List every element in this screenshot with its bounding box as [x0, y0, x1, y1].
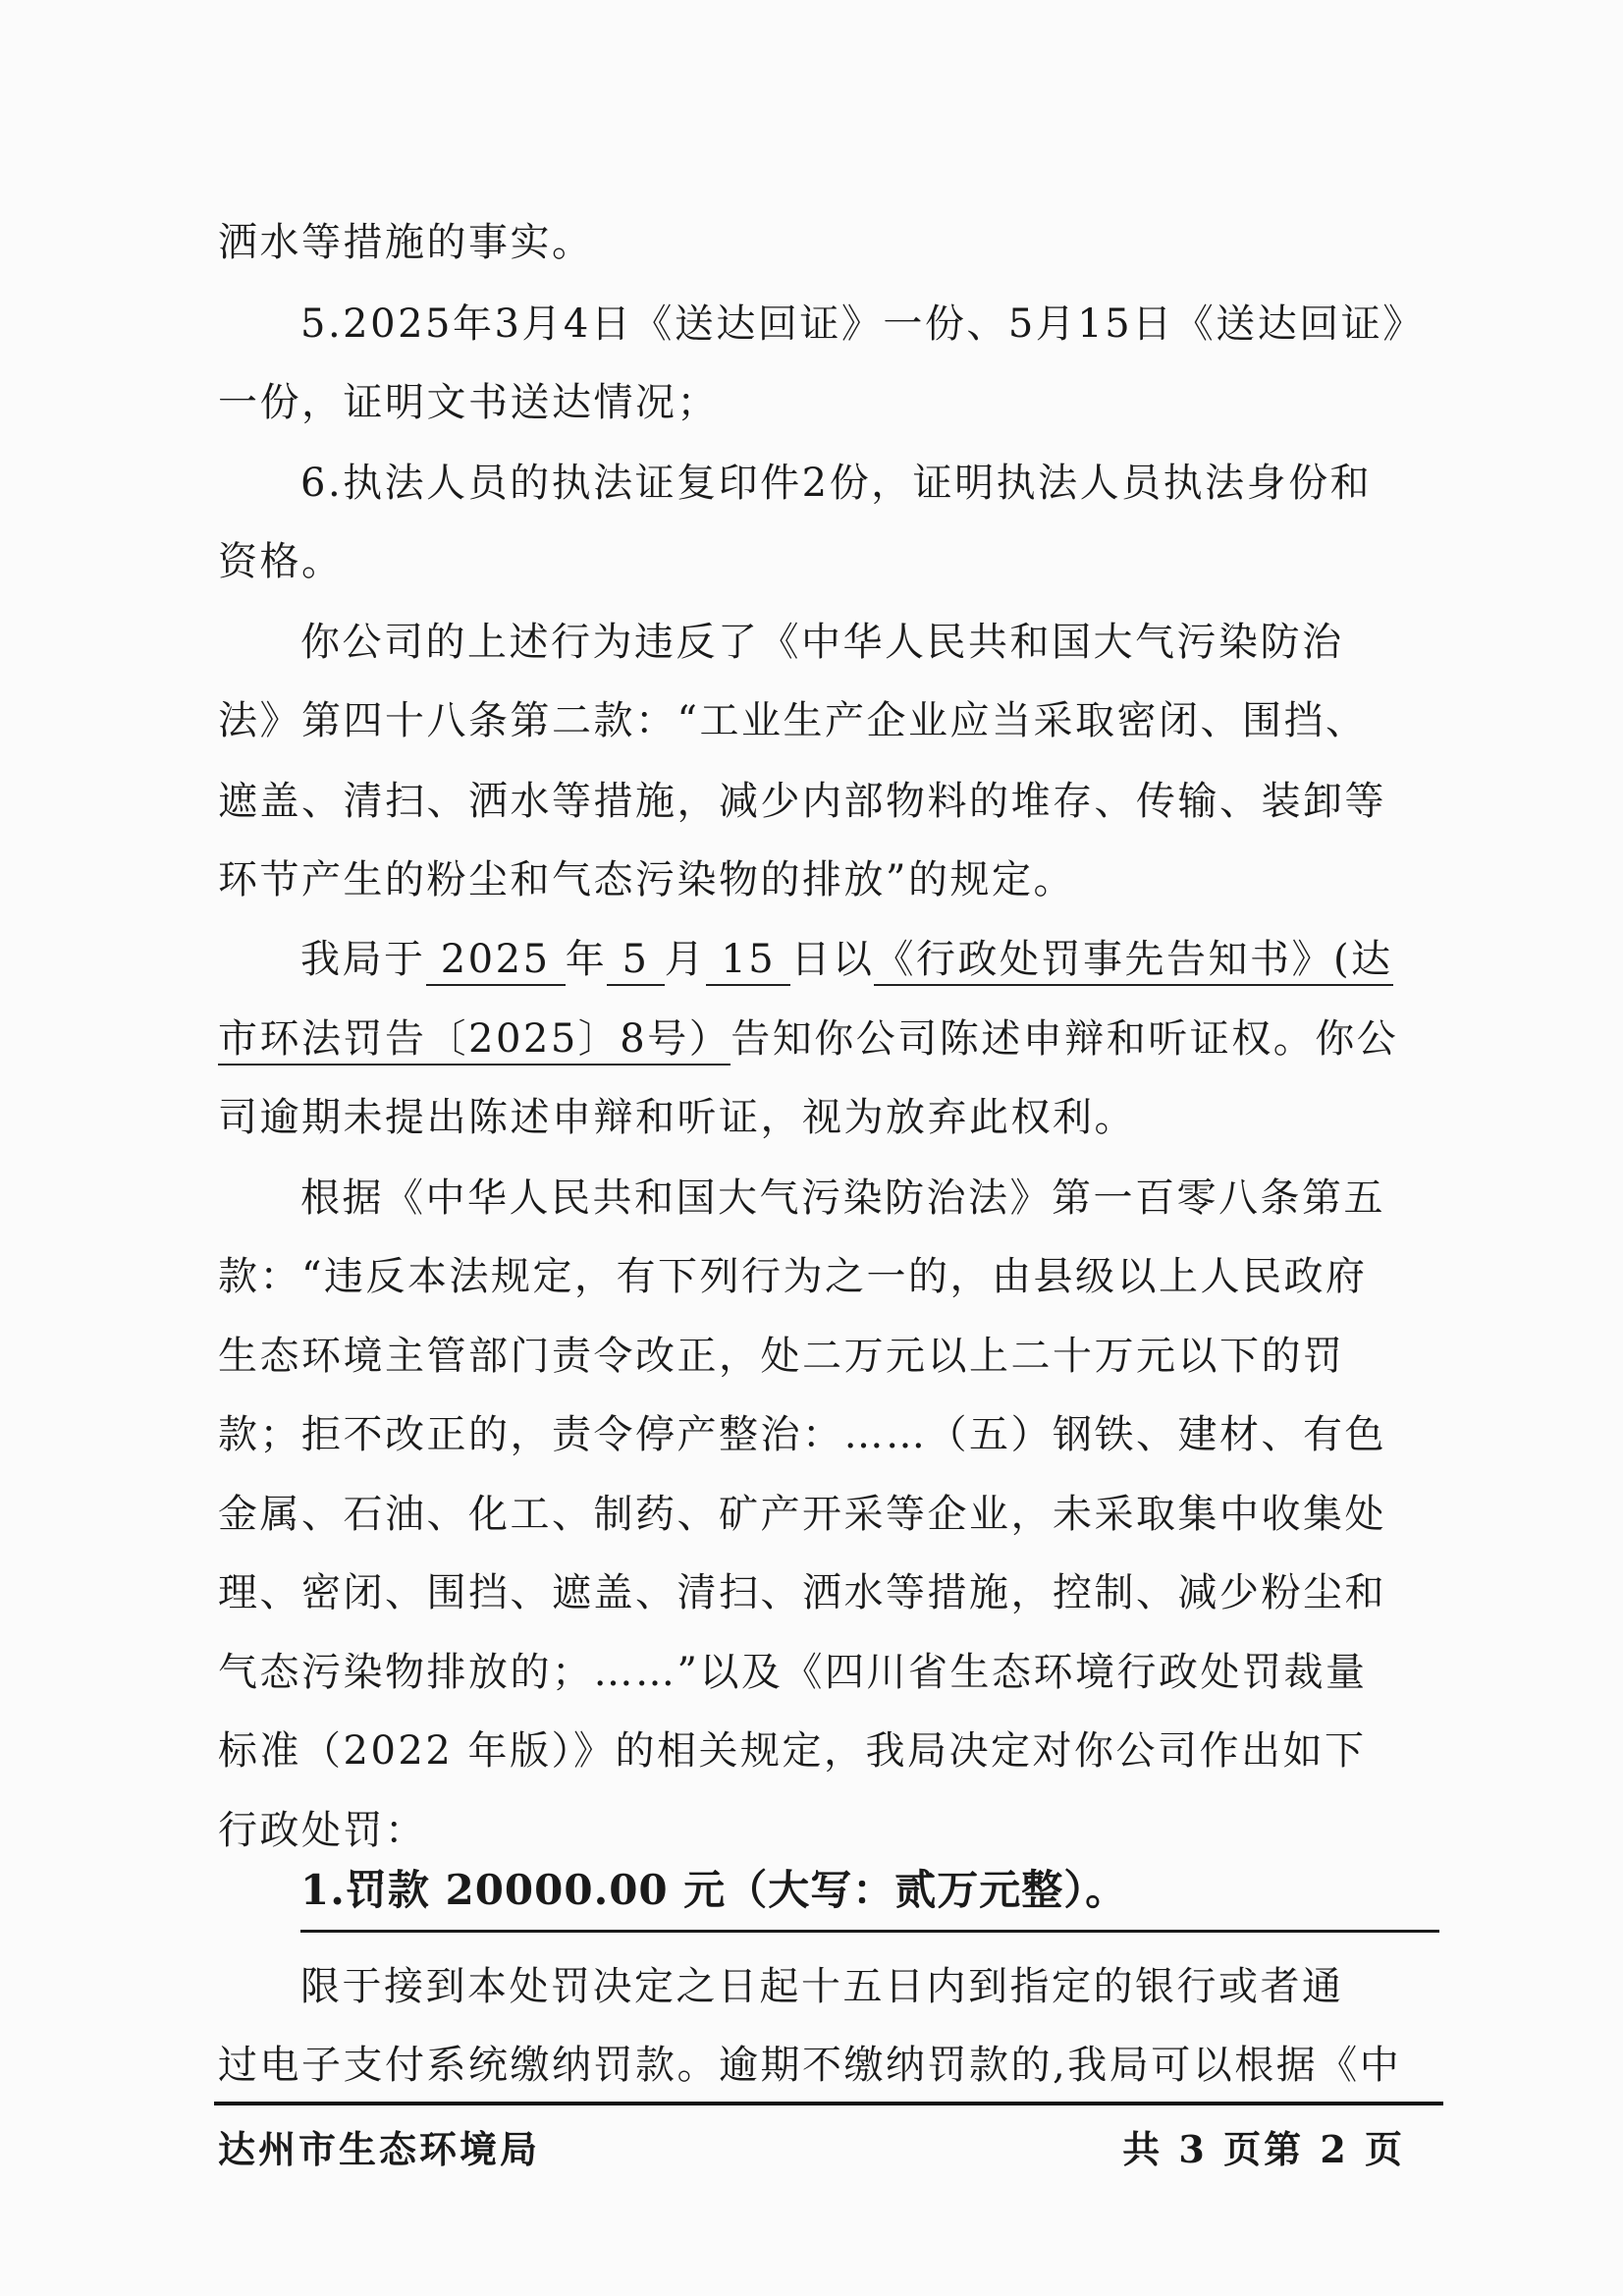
notice-doc-number: 市环法罚告〔2025〕8号） — [218, 1016, 730, 1066]
notice-day-unit: 日以 — [790, 937, 875, 982]
body-line: 法》第四十八条第二款：“工业生产企业应当采取密闭、围挡、 — [218, 698, 1368, 743]
body-line: 6.执法人员的执法证复印件2份，证明执法人员执法身份和 — [300, 461, 1373, 506]
notice-prefix: 我局于 — [300, 937, 426, 982]
legal-basis-line: 标准（2022 年版）》的相关规定，我局决定对你公司作出如下 — [218, 1728, 1367, 1774]
page-number: 共 3 页第 2 页 — [1122, 2127, 1405, 2171]
legal-basis-line: 理、密闭、围挡、遮盖、清扫、洒水等措施，控制、减少粉尘和 — [218, 1570, 1386, 1615]
legal-basis-line: 行政处罚： — [218, 1808, 427, 1853]
payment-line: 过电子支付系统缴纳罚款。逾期不缴纳罚款的,我局可以根据《中 — [218, 2043, 1402, 2088]
legal-basis-line: 款；拒不改正的，责令停产整治：……（五）钢铁、建材、有色 — [218, 1412, 1386, 1457]
legal-basis-line: 金属、石油、化工、制药、矿产开采等企业，未采取集中收集处 — [218, 1492, 1386, 1537]
body-line: 5.2025年3月4日《送达回证》一份、5月15日《送达回证》 — [300, 301, 1425, 347]
body-line: 你公司的上述行为违反了《中华人民共和国大气污染防治 — [300, 620, 1344, 665]
body-line: 环节产生的粉尘和气态污染物的排放”的规定。 — [218, 857, 1075, 902]
notice-line2-rest: 告知你公司陈述申辩和听证权。你公 — [730, 1016, 1399, 1062]
footer-issuer: 达州市生态环境局 — [218, 2127, 541, 2171]
notice-line-3: 司逾期未提出陈述申辩和听证，视为放弃此权利。 — [218, 1095, 1136, 1140]
footer-divider — [214, 2102, 1443, 2105]
body-line: 一份，证明文书送达情况； — [218, 380, 719, 425]
notice-line-2 — [218, 1000, 1435, 1078]
legal-basis-line: 款：“违反本法规定，有下列行为之一的，由县级以上人民政府 — [218, 1254, 1368, 1299]
notice-month-unit: 月 — [664, 937, 707, 982]
penalty-item — [300, 1861, 1439, 1933]
notice-day: 15 — [706, 937, 790, 986]
notice-year-unit: 年 — [565, 937, 608, 982]
body-line: 洒水等措施的事实。 — [218, 220, 594, 265]
legal-basis-line: 生态环境主管部门责令改正，处二万元以上二十万元以下的罚 — [218, 1334, 1345, 1379]
body-line: 资格。 — [218, 539, 344, 584]
notice-month: 5 — [607, 937, 664, 986]
penalty-text: 1.罚款 20000.00 元（大写：贰万元整）。 — [300, 1866, 1128, 1914]
legal-basis-line: 根据《中华人民共和国大气污染防治法》第一百零八条第五 — [300, 1175, 1385, 1221]
body-line: 遮盖、清扫、洒水等措施，减少内部物料的堆存、传输、装卸等 — [218, 779, 1386, 824]
legal-basis-line: 气态污染物排放的；……”以及《四川省生态环境行政处罚裁量 — [218, 1650, 1368, 1695]
notice-year: 2025 — [426, 937, 566, 986]
notice-doc-title: 《行政处罚事先告知书》(达 — [874, 937, 1392, 986]
payment-line: 限于接到本处罚决定之日起十五日内到指定的银行或者通 — [300, 1964, 1344, 2009]
notice-line-1 — [300, 920, 1435, 999]
